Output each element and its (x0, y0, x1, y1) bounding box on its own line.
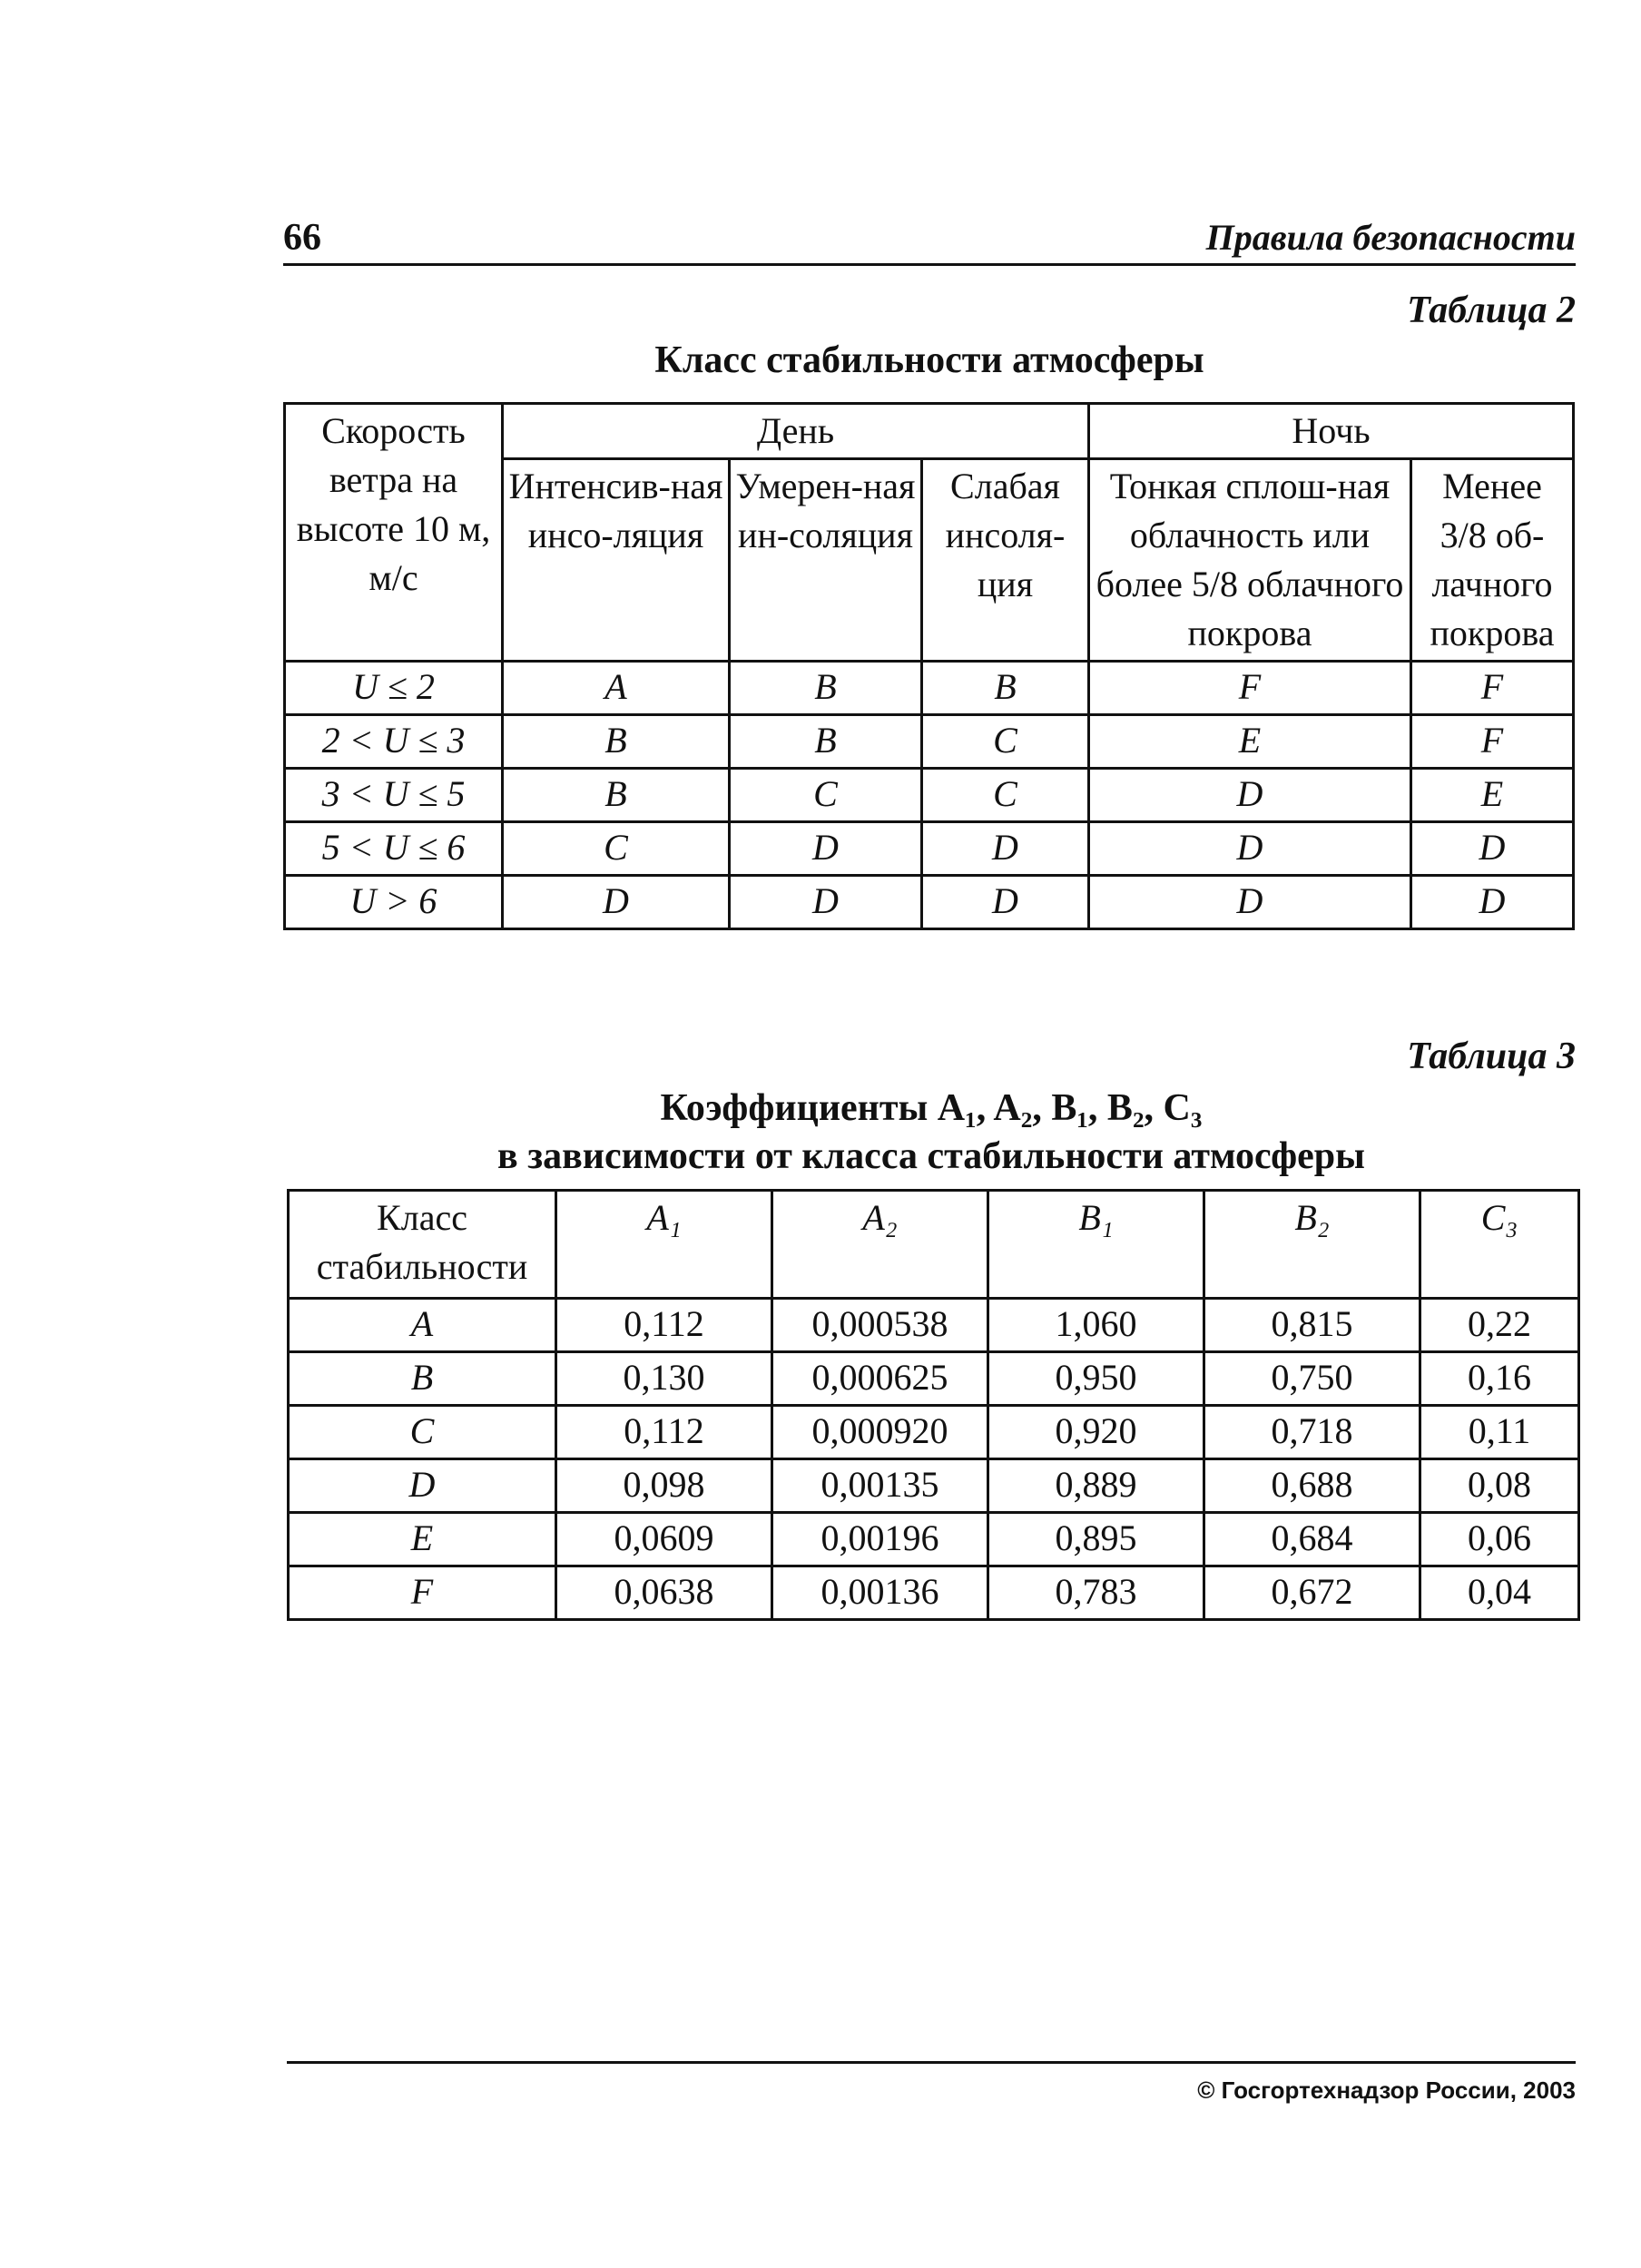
coefficient-cell: 0,783 (988, 1566, 1204, 1620)
stability-class-cell: D (503, 876, 730, 929)
class-cell: E (289, 1513, 556, 1566)
stability-class-cell: A (503, 662, 730, 715)
coefficients-table (287, 1189, 1580, 1621)
col-header-b2: B₂ (1204, 1191, 1420, 1299)
table3-title-line1: Коэффициенты A₁, A₂, B₁, B₂, C₃ (660, 1087, 1203, 1129)
stability-class-cell: F (1411, 662, 1574, 715)
stability-class-cell: D (922, 822, 1089, 876)
class-cell: D (289, 1459, 556, 1513)
coefficient-cell: 0,00196 (772, 1513, 988, 1566)
coefficient-cell: 0,750 (1204, 1352, 1420, 1406)
coefficient-cell: 0,06 (1420, 1513, 1579, 1566)
stability-class-cell: B (922, 662, 1089, 715)
coefficient-cell: 1,060 (988, 1299, 1204, 1352)
table-row (285, 876, 1574, 929)
coefficient-cell: 0,672 (1204, 1566, 1420, 1620)
stability-class-cell: D (1089, 769, 1411, 822)
stability-class-cell: C (730, 769, 922, 822)
wind-speed-cell: 5 < U ≤ 6 (285, 822, 503, 876)
coefficient-cell: 0,112 (556, 1299, 772, 1352)
col-header-c3: C₃ (1420, 1191, 1579, 1299)
coefficient-cell: 0,08 (1420, 1459, 1579, 1513)
wind-speed-header: Скорость ветра на высоте 10 м, м/с (285, 404, 503, 662)
coefficients-table-body (289, 1299, 1579, 1620)
stability-class-cell: E (1089, 715, 1411, 769)
stability-class-cell: E (1411, 769, 1574, 822)
table3-label: Таблица 3 (1407, 1036, 1576, 1077)
header-rule (283, 263, 1576, 266)
subheader-intense-insolation: Интенсив-ная инсо-ляция (503, 459, 730, 662)
coefficient-cell: 0,000538 (772, 1299, 988, 1352)
subheader-low-cloud: Менее 3/8 об-лачного покрова (1411, 459, 1574, 662)
coefficient-cell: 0,920 (988, 1406, 1204, 1459)
coefficient-cell: 0,000920 (772, 1406, 988, 1459)
table2-title: Класс стабильности атмосферы (654, 339, 1204, 381)
copyright: © Госгортехнадзор России, 2003 (1197, 2077, 1576, 2104)
wind-speed-cell: 2 < U ≤ 3 (285, 715, 503, 769)
stability-class-cell: B (503, 715, 730, 769)
coefficient-cell: 0,00136 (772, 1566, 988, 1620)
coefficient-cell: 0,684 (1204, 1513, 1420, 1566)
table-row (285, 662, 1574, 715)
coefficient-cell: 0,112 (556, 1406, 772, 1459)
class-cell: F (289, 1566, 556, 1620)
stability-class-cell: D (730, 876, 922, 929)
stability-class-cell: B (730, 715, 922, 769)
table-row (289, 1513, 1579, 1566)
class-cell: C (289, 1406, 556, 1459)
table-row (289, 1459, 1579, 1513)
coefficient-cell: 0,718 (1204, 1406, 1420, 1459)
stability-class-table (283, 402, 1575, 930)
coefficient-cell: 0,16 (1420, 1352, 1579, 1406)
table3-title-line2: в зависимости от класса стабильности атмосферы (497, 1135, 1365, 1177)
table-row (289, 1352, 1579, 1406)
col-header-a2: A₂ (772, 1191, 988, 1299)
stability-class-cell: B (730, 662, 922, 715)
table2-label: Таблица 2 (1407, 290, 1576, 331)
running-title: Правила безопасности (1205, 217, 1576, 258)
coefficient-cell: 0,098 (556, 1459, 772, 1513)
coefficient-cell: 0,04 (1420, 1566, 1579, 1620)
stability-class-cell: C (503, 822, 730, 876)
table-row (289, 1566, 1579, 1620)
coefficient-cell: 0,130 (556, 1352, 772, 1406)
table-row (285, 769, 1574, 822)
stability-class-cell: D (1089, 822, 1411, 876)
stability-table-body (285, 662, 1574, 929)
table-row (289, 1406, 1579, 1459)
coefficient-cell: 0,950 (988, 1352, 1204, 1406)
class-cell: A (289, 1299, 556, 1352)
page-number: 66 (283, 217, 321, 259)
subheader-thin-overcast: Тонкая сплош-ная облачность или более 5/8 облачного покрова (1089, 459, 1411, 662)
coefficient-cell: 0,0609 (556, 1513, 772, 1566)
night-header: Ночь (1089, 404, 1574, 459)
stability-class-cell: D (1089, 876, 1411, 929)
stability-class-cell: C (922, 769, 1089, 822)
footer-rule (287, 2061, 1576, 2064)
table-row (285, 715, 1574, 769)
subheader-moderate-insolation: Умерен-ная ин-соляция (730, 459, 922, 662)
stability-class-cell: D (1411, 876, 1574, 929)
coefficient-cell: 0,00135 (772, 1459, 988, 1513)
stability-class-cell: C (922, 715, 1089, 769)
coefficient-cell: 0,688 (1204, 1459, 1420, 1513)
stability-class-cell: F (1089, 662, 1411, 715)
wind-speed-cell: U ≤ 2 (285, 662, 503, 715)
coefficient-cell: 0,889 (988, 1459, 1204, 1513)
coefficient-cell: 0,0638 (556, 1566, 772, 1620)
coefficient-cell: 0,000625 (772, 1352, 988, 1406)
coefficient-cell: 0,815 (1204, 1299, 1420, 1352)
class-cell: B (289, 1352, 556, 1406)
stability-class-cell: F (1411, 715, 1574, 769)
coefficient-cell: 0,11 (1420, 1406, 1579, 1459)
stability-class-cell: B (503, 769, 730, 822)
col-header-a1: A₁ (556, 1191, 772, 1299)
col-header-b1: B₁ (988, 1191, 1204, 1299)
col-header-stability-class: Класс стабильности (289, 1191, 556, 1299)
wind-speed-cell: 3 < U ≤ 5 (285, 769, 503, 822)
table-row (289, 1299, 1579, 1352)
table-row (285, 822, 1574, 876)
day-header: День (503, 404, 1089, 459)
coefficient-cell: 0,22 (1420, 1299, 1579, 1352)
stability-class-cell: D (1411, 822, 1574, 876)
stability-class-cell: D (730, 822, 922, 876)
subheader-weak-insolation: Слабая инсоля-ция (922, 459, 1089, 662)
stability-class-cell: D (922, 876, 1089, 929)
wind-speed-cell: U > 6 (285, 876, 503, 929)
coefficient-cell: 0,895 (988, 1513, 1204, 1566)
